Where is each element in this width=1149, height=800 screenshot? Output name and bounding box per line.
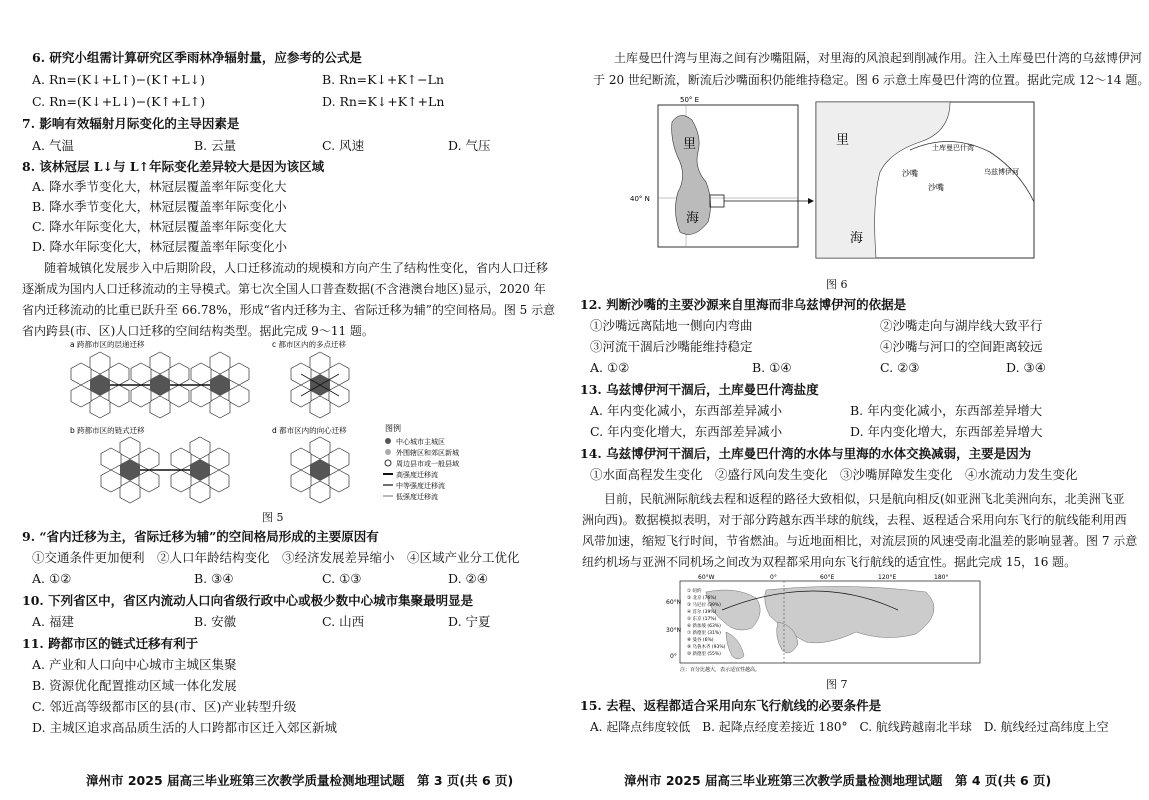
q6-option-d[interactable]: D. Rn=K↓+K↑+Ln <box>322 94 445 109</box>
q15-intro-line-2: 洲向西)。数据模拟表明，对于部分跨越东西半球的航线，去程、返程适合采用向东飞行的航线能利用西 <box>582 513 1127 527</box>
q9-option-b[interactable]: B. ③④ <box>194 571 234 586</box>
q10-option-c[interactable]: C. 山西 <box>322 614 365 629</box>
q15-options[interactable]: A. 起降点纬度较低 B. 起降点经度差接近 180° C. 航线跨越南北半球 D. 航线经过高纬度上空 <box>590 720 1109 734</box>
fig6-bay: 土库曼巴什湾 <box>932 144 974 152</box>
q12-statement-3: ③河流干涸后沙嘴能维持稳定 <box>590 339 753 354</box>
fig7-legend-7: ⑦ 新德里 (31%) <box>687 631 721 636</box>
fig5-diagram-c <box>291 352 349 418</box>
q6-stem: 6. 研究小组需计算研究区季雨林净辐射量，应参考的公式是 <box>32 50 362 65</box>
fig7-legend-6: ⑥ 新加坡 (63%) <box>687 624 721 629</box>
fig6-spit-1: 沙嘴 <box>902 169 918 178</box>
figure-5-caption: 图 5 <box>262 511 284 524</box>
page-3-footer: 漳州市 2025 届高三毕业班第三次教学质量检测地理试题 第 3 页(共 6 页) <box>86 773 514 788</box>
fig6-lon: 50° E <box>680 96 700 104</box>
q13-option-b[interactable]: B. 年内变化减小，东西部差异增大 <box>850 403 1043 418</box>
fig7-lat-2: 30°N <box>666 627 682 634</box>
fig6-big-li: 里 <box>836 133 850 148</box>
q10-stem: 10. 下列省区中，省区内流动人口向省级行政中心或极少数中心城市集聚最明显是 <box>22 593 474 608</box>
intro-line-4: 省内跨县(市、区)人口迁移的空间结构类型。据此完成 9～11 题。 <box>22 324 374 338</box>
q12-intro-line-2: 于 20 世纪断流，断流后沙嘴面积仍能维持稳定。图 6 示意土库曼巴什湾的位置。据此完成 12～14 题。 <box>593 73 1149 87</box>
fig6-big-hai: 海 <box>850 231 864 246</box>
fig5-label-b: b 跨都市区的链式迁移 <box>70 426 145 435</box>
q15-intro-line-1: 目前，民航洲际航线去程和返程的路径大致相似，只是航向相反(如亚洲飞北美洲向东，北美洲飞亚 <box>604 492 1125 506</box>
q7-option-a[interactable]: A. 气温 <box>32 138 74 153</box>
fig7-lon-4: 120°E <box>878 574 897 581</box>
fig5-diagram-d <box>291 437 349 503</box>
fig7-lat-1: 60°N <box>666 599 682 606</box>
q12-statement-1: ①沙嘴远离陆地一侧向内弯曲 <box>590 318 753 333</box>
q10-option-b[interactable]: B. 安徽 <box>194 614 237 629</box>
fig5-label-c: c 都市区内的多点迁移 <box>272 340 347 349</box>
fig7-legend-9: ⑨ 乌鲁木齐 (93%) <box>687 645 726 650</box>
fig7-legend-4: ④ 首尔 (39%) <box>687 610 717 615</box>
fig6-small-li: 里 <box>683 137 697 152</box>
fig6-small-hai: 海 <box>686 211 700 226</box>
q13-option-c[interactable]: C. 年内变化增大，东西部差异减小 <box>590 424 783 439</box>
page-4 <box>558 0 1149 800</box>
figure-7 <box>666 572 996 684</box>
q11-option-b[interactable]: B. 资源优化配置推动区域一体化发展 <box>32 678 237 693</box>
q7-option-c[interactable]: C. 风速 <box>322 138 365 153</box>
q12-intro-line-1: 土库曼巴什湾与里海之间有沙嘴阻隔，对里海的风浪起到削减作用。注入土库曼巴什湾的乌兹博伊河 <box>614 51 1143 65</box>
q10-option-d[interactable]: D. 宁夏 <box>448 614 491 629</box>
q12-option-b[interactable]: B. ①④ <box>752 360 792 375</box>
figure-6 <box>630 92 1040 267</box>
q15-stem: 15. 去程、返程都适合采用向东飞行航线的必要条件是 <box>580 698 882 713</box>
fig5-legend-1: 中心城市主城区 <box>396 438 445 446</box>
fig7-lon-3: 60°E <box>820 574 835 581</box>
q7-option-d[interactable]: D. 气压 <box>448 138 491 153</box>
fig7-lon-1: 60°W <box>698 574 715 581</box>
fig7-lat-3: 0° <box>670 653 677 660</box>
fig5-diagram-a <box>71 352 249 418</box>
fig5-legend-2: 外围辖区和郊区新城 <box>396 449 459 457</box>
fig5-legend-5: 中等强度迁移流 <box>396 482 445 490</box>
fig5-label-d: d 都市区内的向心迁移 <box>272 426 347 435</box>
figure-7-caption: 图 7 <box>826 678 848 691</box>
intro-line-1: 随着城镇化发展步入中后期阶段，人口迁移流动的规模和方向产生了结构性变化，省内人口迁移 <box>44 261 549 275</box>
q9-option-d[interactable]: D. ②④ <box>448 571 488 586</box>
q8-stem: 8. 该林冠层 L↓与 L↑年际变化差异较大是因为该区域 <box>22 159 325 174</box>
fig7-note: 注：百分比越大，表示适宜性越高。 <box>680 667 761 673</box>
q8-option-a[interactable]: A. 降水季节变化大，林冠层覆盖率年际变化大 <box>32 179 287 194</box>
fig5-legend-4: 高强度迁移流 <box>396 471 438 479</box>
q7-stem: 7. 影响有效辐射月际变化的主导因素是 <box>22 116 240 131</box>
fig5-legend-6: 低强度迁移流 <box>396 493 438 501</box>
fig6-spit-2: 沙嘴 <box>928 183 944 192</box>
q12-option-c[interactable]: C. ②③ <box>880 360 920 375</box>
fig6-river: 乌兹博伊河 <box>984 168 1019 176</box>
q7-option-b[interactable]: B. 云量 <box>194 138 237 153</box>
figure-5 <box>40 338 520 528</box>
q11-option-c[interactable]: C. 邻近高等级都市区的县(市、区)产业转型升级 <box>32 699 297 714</box>
fig7-legend-1: ① 纽约 <box>687 589 702 594</box>
q15-intro-line-3: 风带加速，缩短飞行时间，节省燃油。与近地面相比，对流层顶的风速受南北温差的影响显著。图 7 示意 <box>582 534 1138 548</box>
q11-option-a[interactable]: A. 产业和人口向中心城市主城区集聚 <box>32 657 237 672</box>
q14-stem: 14. 乌兹博伊河干涸后，土库曼巴什湾的水体与里海的水体交换减弱，主要是因为 <box>580 446 1032 461</box>
q13-option-a[interactable]: A. 年内变化减小，东西部差异减小 <box>590 403 782 418</box>
page-3 <box>0 0 558 800</box>
fig7-legend-3: ③ 马尼拉 (39%) <box>687 603 721 608</box>
fig6-lat: 40° N <box>630 195 650 203</box>
q14-statements: ①水面高程发生变化 ②盛行风向发生变化 ③沙嘴屏障发生变化 ④水流动力发生变化 <box>590 467 1078 482</box>
q8-option-c[interactable]: C. 降水年际变化大，林冠层覆盖率年际变化大 <box>32 219 287 234</box>
q15-intro-line-4: 纽约机场与亚洲不同机场之间改为双程都采用向东飞行航线的适宜性。据此完成 15，16 题。 <box>582 555 1077 569</box>
q11-stem: 11. 跨都市区的链式迁移有利于 <box>22 636 199 651</box>
fig5-label-a: a 跨都市区的层递迁移 <box>70 340 145 349</box>
fig7-lon-5: 180° <box>934 574 949 581</box>
page-4-footer: 漳州市 2025 届高三毕业班第三次教学质量检测地理试题 第 4 页(共 6 页) <box>624 773 1052 788</box>
fig5-diagram-b <box>101 437 229 503</box>
q12-stem: 12. 判断沙嘴的主要沙源来自里海而非乌兹博伊河的依据是 <box>580 297 907 312</box>
q10-option-a[interactable]: A. 福建 <box>32 614 74 629</box>
q9-option-c[interactable]: C. ①③ <box>322 571 362 586</box>
q6-option-c[interactable]: C. Rn=(K↓+L↓)−(K↑+L↑) <box>32 94 206 109</box>
fig7-legend-10: ⑩ 新德里 (55%) <box>687 652 721 657</box>
intro-line-2: 逐渐成为国内人口迁移流动的主导模式。第七次全国人口普查数据(不含港澳台地区)显示，2020 年 <box>22 282 546 296</box>
q9-option-a[interactable]: A. ①② <box>32 571 72 586</box>
figure-6-caption: 图 6 <box>826 278 848 291</box>
fig7-legend-2: ② 北京 (76%) <box>687 596 717 601</box>
fig7-legend-8: ⑧ 曼谷 (6%) <box>687 638 714 643</box>
fig7-lon-2: 0° <box>770 574 777 581</box>
q12-statement-4: ④沙嘴与河口的空间距离较远 <box>880 339 1043 354</box>
q8-option-d[interactable]: D. 降水年际变化大，林冠层覆盖率年际变化小 <box>32 239 288 254</box>
q12-statement-2: ②沙嘴走向与湖岸线大致平行 <box>880 318 1043 333</box>
q9-statements: ①交通条件更加便利 ②人口年龄结构变化 ③经济发展差异缩小 ④区域产业分工优化 <box>32 550 520 565</box>
q13-option-d[interactable]: D. 年内变化增大，东西部差异增大 <box>850 424 1043 439</box>
q12-option-d[interactable]: D. ③④ <box>1006 360 1046 375</box>
q9-stem: 9. “省内迁移为主，省际迁移为辅”的空间格局形成的主要原因有 <box>22 529 379 544</box>
fig5-legend-title: 图例 <box>385 424 401 433</box>
q6-option-a[interactable]: A. Rn=(K↓+L↑)−(K↑+L↓) <box>32 72 206 87</box>
fig7-legend-5: ⑤ 东京 (17%) <box>687 617 717 622</box>
q6-option-b[interactable]: B. Rn=K↓+K↑−Ln <box>322 72 444 87</box>
q12-option-a[interactable]: A. ①② <box>590 360 630 375</box>
q11-option-d[interactable]: D. 主城区追求高品质生活的人口跨都市区迁入郊区新城 <box>32 720 338 735</box>
fig5-legend <box>383 423 459 501</box>
q8-option-b[interactable]: B. 降水季节变化大，林冠层覆盖率年际变化小 <box>32 199 287 214</box>
fig5-legend-3: 周边县市或一般县域 <box>396 460 459 468</box>
q13-stem: 13. 乌兹博伊河干涸后，土库曼巴什湾盐度 <box>580 382 819 397</box>
intro-line-3: 省内迁移流动的比重已跃升至 66.78%，形成“省内迁移为主、省际迁移为辅”的空间格局。图 5 示意 <box>22 303 556 317</box>
